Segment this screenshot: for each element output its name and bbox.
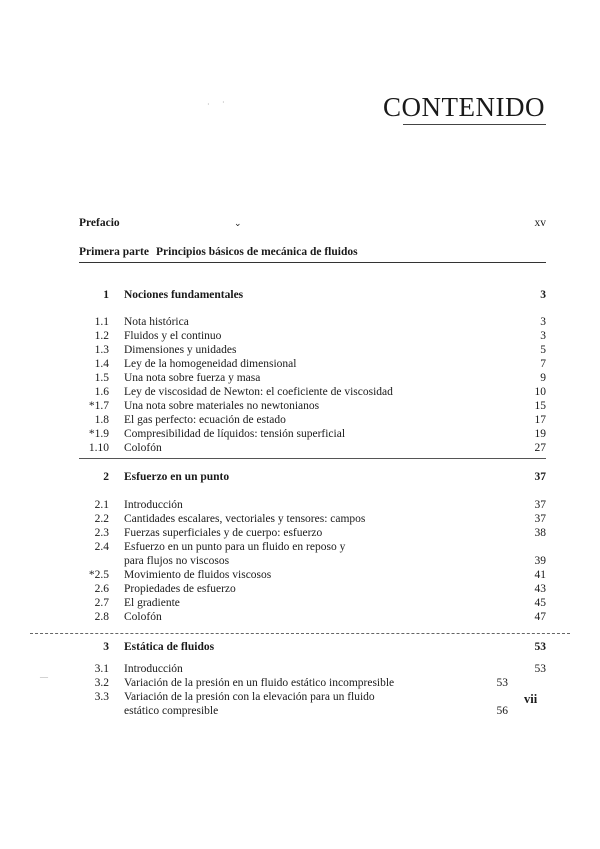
section-page: 15 xyxy=(534,400,546,412)
preface-marker: ⌄ xyxy=(234,218,242,228)
section-number: 2.6 xyxy=(94,583,109,595)
section-page: 43 xyxy=(534,583,546,595)
section-title: Movimiento de fluidos viscosos xyxy=(124,569,272,581)
preface-label: Prefacio xyxy=(79,217,120,229)
section-title: Colofón xyxy=(124,611,162,623)
page-number: vii xyxy=(524,692,538,706)
section-title: Compresibilidad de líquidos: tensión superficial xyxy=(124,428,346,440)
section-number: 1.2 xyxy=(94,330,109,342)
section-title: Colofón xyxy=(124,442,162,454)
page-title: CONTENIDO xyxy=(383,92,545,122)
section-page: 45 xyxy=(534,597,546,609)
section-number: 1.4 xyxy=(94,358,109,370)
section-number: 1.3 xyxy=(94,344,109,356)
part-rule xyxy=(79,262,546,263)
chapter-page: 53 xyxy=(534,641,546,653)
section-title: Cantidades escalares, vectoriales y tensores: campos xyxy=(124,513,366,525)
section-number: 2.3 xyxy=(94,527,109,539)
section-number: 3.1 xyxy=(94,663,109,675)
section-number: 3.2 xyxy=(94,677,109,689)
section-number: 2.8 xyxy=(94,611,109,623)
scan-speck: — xyxy=(40,672,48,681)
section-page: 27 xyxy=(534,442,546,454)
scan-speck: · xyxy=(207,100,210,109)
title-underline xyxy=(403,124,546,125)
section-page: 5 xyxy=(540,344,546,356)
section-page: 38 xyxy=(534,527,546,539)
chapter-title: Nociones fundamentales xyxy=(124,289,244,301)
section-number: 1.10 xyxy=(88,442,109,454)
section-title: Nota histórica xyxy=(124,316,189,328)
section-number: 1.5 xyxy=(94,372,109,384)
section-title-continued: estático compresible xyxy=(124,705,219,717)
section-title: Fluidos y el continuo xyxy=(124,330,222,342)
section-title: Variación de la presión en un fluido estático incompresible xyxy=(124,677,395,689)
section-page: 10 xyxy=(534,386,546,398)
section-page: 17 xyxy=(534,414,546,426)
section-title: Esfuerzo en un punto para un fluido en reposo y xyxy=(124,541,346,553)
section-number: 2.4 xyxy=(94,541,109,553)
section-title: Propiedades de esfuerzo xyxy=(124,583,236,595)
section-page: 39 xyxy=(534,555,546,567)
section-number: 2.1 xyxy=(94,499,109,511)
section-number: *2.5 xyxy=(88,569,109,581)
section-title: Variación de la presión con la elevación para un fluido xyxy=(124,691,375,703)
section-title: Ley de la homogeneidad dimensional xyxy=(124,358,297,370)
section-title: El gradiente xyxy=(124,597,180,609)
section-number: 3.3 xyxy=(94,691,109,703)
section-page: 37 xyxy=(534,499,546,511)
scan-artifact-line xyxy=(30,633,570,634)
section-page: 9 xyxy=(540,372,546,384)
chapter-title: Estática de fluidos xyxy=(124,641,215,653)
chapter-number: 1 xyxy=(103,289,109,301)
preface-page: xv xyxy=(534,217,546,229)
section-title: El gas perfecto: ecuación de estado xyxy=(124,414,286,426)
section-number: *1.7 xyxy=(88,400,109,412)
chapter-title: Esfuerzo en un punto xyxy=(124,471,230,483)
section-page: 56 xyxy=(496,705,508,717)
section-title: Introducción xyxy=(124,499,183,511)
chapter-page: 37 xyxy=(534,471,546,483)
section-number: 1.6 xyxy=(94,386,109,398)
scan-speck: · xyxy=(222,98,225,107)
section-title: Ley de viscosidad de Newton: el coeficiente de viscosidad xyxy=(124,386,393,398)
chapter-number: 3 xyxy=(103,641,109,653)
part-label: Primera parte xyxy=(79,246,149,258)
section-page: 47 xyxy=(534,611,546,623)
section-title-continued: para flujos no viscosos xyxy=(124,555,230,567)
section-number: 1.1 xyxy=(94,316,109,328)
section-number: 1.8 xyxy=(94,414,109,426)
section-title: Fuerzas superficiales y de cuerpo: esfuerzo xyxy=(124,527,323,539)
section-page: 19 xyxy=(534,428,546,440)
section-page: 37 xyxy=(534,513,546,525)
section-page: 53 xyxy=(534,663,546,675)
section-number: 2.7 xyxy=(94,597,109,609)
section-number: *1.9 xyxy=(88,428,109,440)
chapter-page: 3 xyxy=(540,289,546,301)
chapter-number: 2 xyxy=(103,471,109,483)
section-page: 7 xyxy=(540,358,546,370)
part-title: Principios básicos de mecánica de fluidos xyxy=(156,246,358,258)
section-page: 41 xyxy=(534,569,546,581)
section-title: Introducción xyxy=(124,663,183,675)
section-page: 3 xyxy=(540,330,546,342)
chapter-divider xyxy=(79,458,546,459)
section-page: 3 xyxy=(540,316,546,328)
section-title: Una nota sobre fuerza y masa xyxy=(124,372,261,384)
section-page: 53 xyxy=(496,677,508,689)
section-number: 2.2 xyxy=(94,513,109,525)
section-title: Una nota sobre materiales no newtonianos xyxy=(124,400,320,412)
section-title: Dimensiones y unidades xyxy=(124,344,237,356)
